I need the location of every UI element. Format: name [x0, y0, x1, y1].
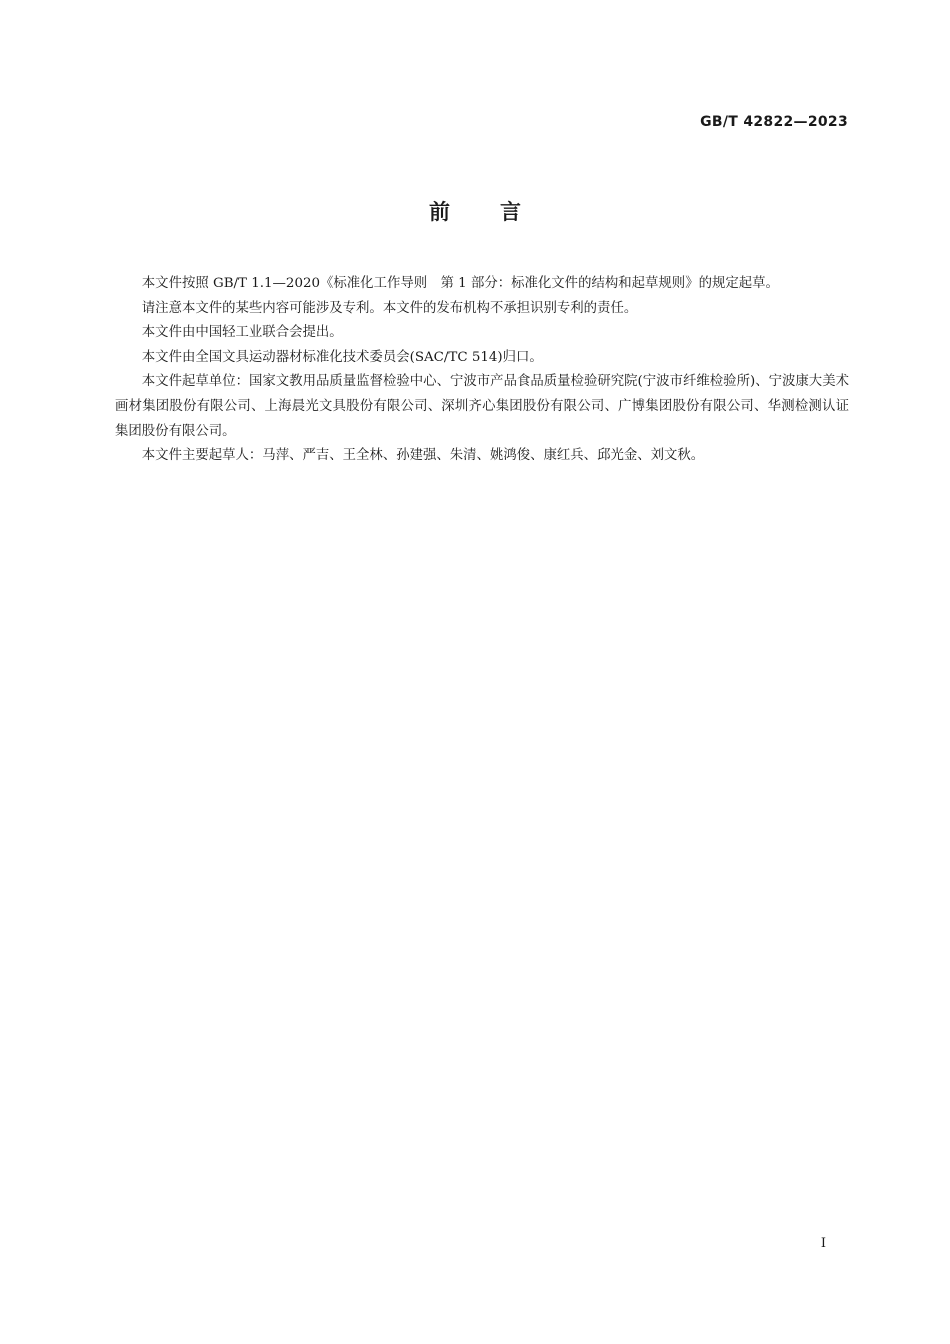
paragraph-drafters: 本文件主要起草人：马萍、严吉、王全林、孙建强、朱清、姚鸿俊、康红兵、邱光金、刘文秋。	[141, 448, 705, 464]
foreword-body	[115, 272, 849, 469]
paragraph-technical-committee: 本文件由全国文具运动器材标准化技术委员会(SAC/TC 514)归口。	[141, 349, 543, 365]
paragraph-patent-notice: 请注意本文件的某些内容可能涉及专利。本文件的发布机构不承担识别专利的责任。	[141, 300, 638, 316]
paragraph-proposer: 本文件由中国轻工业联合会提出。	[141, 325, 343, 341]
paragraph-drafting-rules: 本文件按照 GB/T 1.1—2020《标准化工作导则 第 1 部分：标准化文件的结构和起草规则》的规定起草。	[141, 276, 779, 291]
paragraph-drafting-units: 本文件起草单位：国家文教用品质量监督检验中心、宁波市产品食品质量检验研究院(宁波市纤维检验所)、宁波康大美术画材集团股份有限公司、上海晨光文具股份有限公司、深圳齐心集团股份有限公司、广博集团股份有限公司、华测检测认证集团股份有限公司。	[115, 374, 849, 439]
page-title: 前言	[429, 200, 571, 224]
standard-number: GB/T 42822—2023	[700, 114, 848, 130]
page-number: I	[820, 1236, 826, 1251]
